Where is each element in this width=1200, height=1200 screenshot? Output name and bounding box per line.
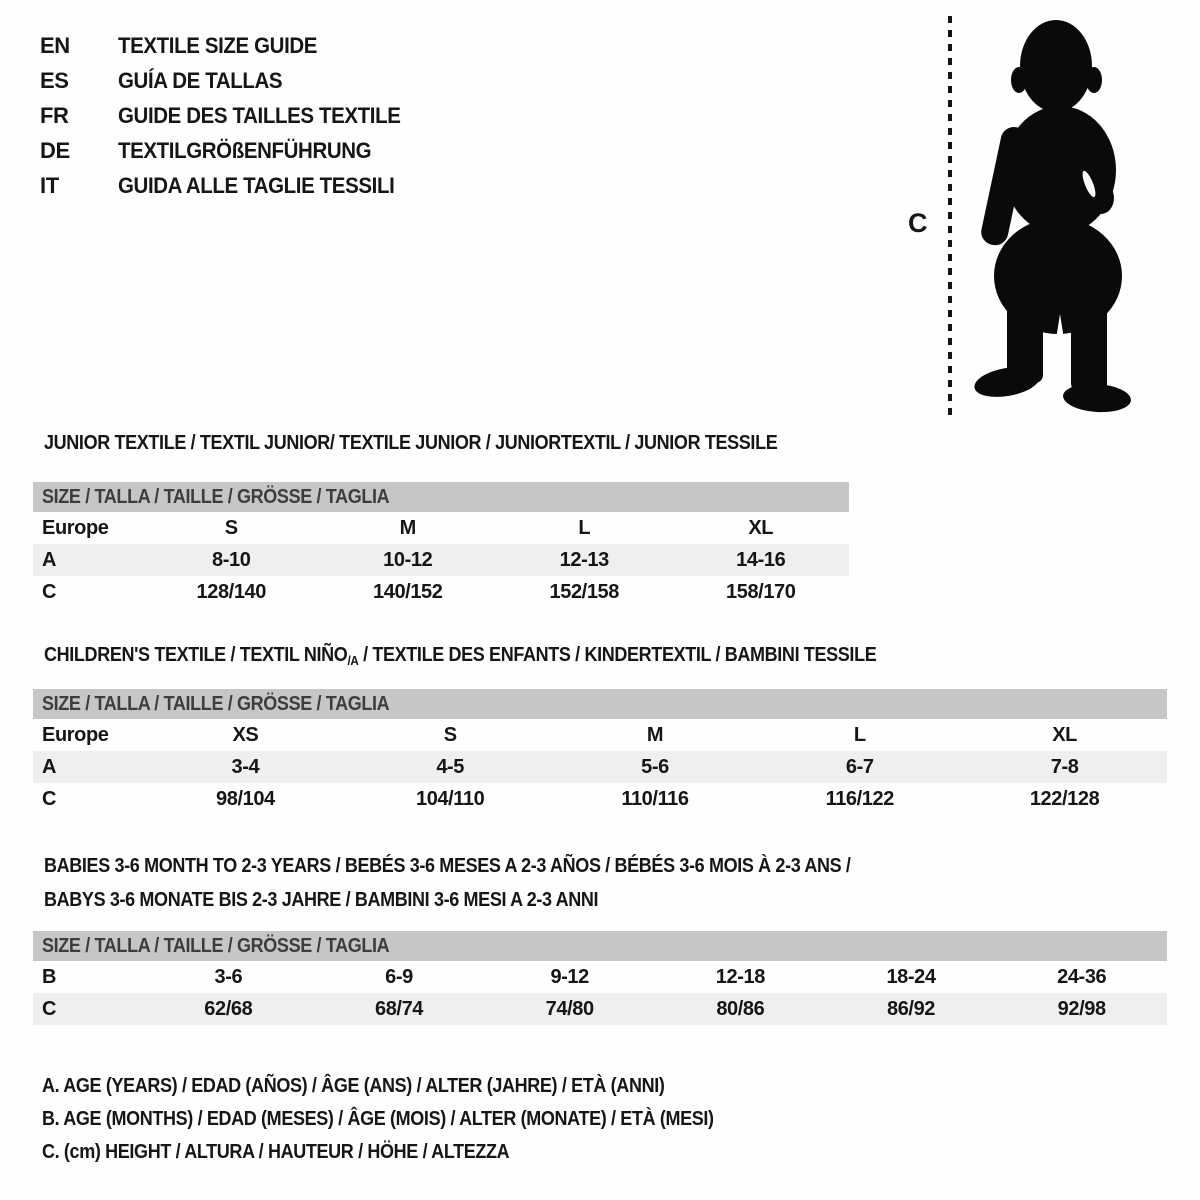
age-value: 6-7 [845, 755, 874, 778]
size-header-label: SIZE / TALLA / TAILLE / GRÖSSE / TAGLIA [42, 485, 390, 508]
babies-title-line1: BABIES 3-6 MONTH TO 2-3 YEARS / BEBÉS 3-6 MESES A 2-3 AÑOS / BÉBÉS 3-6 MOIS À 2-3 ANS / [44, 855, 851, 877]
height-value: 116/122 [825, 787, 894, 810]
size-header-label: SIZE / TALLA / TAILLE / GRÖSSE / TAGLIA [42, 692, 390, 715]
babies-title-line2: BABYS 3-6 MONATE BIS 2-3 JAHRE / BAMBINI 3-6 MESI A 2-3 ANNI [44, 889, 599, 911]
height-value: 128/140 [196, 580, 266, 603]
size-value: S [443, 723, 457, 746]
age-months-value: 18-24 [886, 965, 936, 988]
children-section-title: CHILDREN'S TEXTILE / TEXTIL $NIÑO_{/A}$ / TEXTILE DES ENFANTS / KINDERTEXTIL / BAMBINI TESSILE [44, 644, 877, 668]
height-value: 110/116 [621, 787, 689, 810]
height-measure-dashed-line [948, 16, 952, 418]
language-row-en [40, 28, 422, 63]
babies-size-table [33, 931, 1167, 1025]
size-value: XL [748, 516, 774, 539]
babies-table-header [33, 931, 1167, 961]
age-value: 8-10 [212, 548, 251, 571]
size-value: L [578, 516, 591, 539]
height-value: 92/98 [1057, 997, 1106, 1020]
children-size-table [33, 689, 1167, 815]
size-value: S [224, 516, 238, 539]
size-value: M [646, 723, 664, 746]
table-row-age-years [33, 751, 1167, 783]
language-code: ES [40, 67, 69, 93]
guide-title-fr: GUIDE DES TAILLES TEXTILE [118, 102, 401, 128]
height-measure-label: C [908, 208, 928, 238]
junior-table-header [33, 482, 849, 512]
size-value: XS [232, 723, 259, 746]
table-row-age-years [33, 544, 849, 576]
language-code: EN [40, 32, 70, 58]
height-value: 122/128 [1029, 787, 1100, 810]
table-row-height-cm [33, 783, 1167, 815]
row-label: C [42, 580, 57, 603]
legend-age-months: B. AGE (MONTHS) / EDAD (MESES) / ÂGE (MOIS) / ALTER (MONATE) / ETÀ (MESI) [42, 1108, 714, 1130]
size-value: XL [1052, 723, 1077, 746]
junior-section-title: JUNIOR TEXTILE / TEXTIL JUNIOR/ TEXTILE JUNIOR / JUNIORTEXTIL / JUNIOR TESSILE [44, 432, 778, 454]
height-value: 98/104 [216, 787, 275, 810]
row-label: C [42, 787, 57, 810]
guide-title-it: GUIDA ALLE TAGLIE TESSILI [118, 172, 395, 198]
baby-silhouette-icon [963, 18, 1140, 418]
language-code: DE [40, 137, 70, 163]
table-row-europe [33, 512, 849, 544]
table-row-europe [33, 719, 1167, 751]
height-value: 86/92 [886, 997, 936, 1020]
age-value: 12-13 [559, 548, 609, 571]
language-code: IT [40, 172, 59, 198]
size-header-label: SIZE / TALLA / TAILLE / GRÖSSE / TAGLIA [42, 934, 390, 957]
height-value: 152/158 [549, 580, 619, 603]
age-value: 10-12 [383, 548, 433, 571]
nino-a-subscript: /A [347, 653, 359, 668]
height-value: 104/110 [415, 787, 485, 810]
age-months-value: 3-6 [214, 965, 243, 988]
age-months-value: 9-12 [550, 965, 589, 988]
junior-size-table [33, 482, 849, 608]
guide-title-de: TEXTILGRÖßENFÜHRUNG [118, 137, 372, 163]
row-label: Europe [42, 723, 109, 746]
row-label: C [42, 997, 57, 1020]
table-row-age-months [33, 961, 1167, 993]
height-value: 62/68 [204, 997, 253, 1020]
guide-title-en: TEXTILE SIZE GUIDE [118, 32, 318, 58]
age-value: 3-4 [231, 755, 260, 778]
children-table-header [33, 689, 1167, 719]
age-value: 14-16 [736, 548, 786, 571]
age-months-value: 6-9 [385, 965, 413, 988]
height-value: 74/80 [545, 997, 594, 1020]
language-row-fr [40, 98, 422, 133]
height-value: 68/74 [374, 997, 424, 1020]
age-months-value: 12-18 [715, 965, 765, 988]
size-value: L [853, 723, 866, 746]
row-label: B [42, 965, 57, 988]
height-value: 80/86 [716, 997, 765, 1020]
language-title-list [40, 28, 422, 203]
table-row-height-cm [33, 576, 849, 608]
age-value: 4-5 [436, 755, 465, 778]
age-value: 5-6 [641, 755, 669, 778]
legend-height-cm: C. (cm) HEIGHT / ALTURA / HAUTEUR / HÖHE / ALTEZZA [42, 1141, 510, 1163]
row-label: A [42, 548, 57, 571]
row-label: Europe [42, 516, 109, 539]
size-value: M [399, 516, 416, 539]
age-months-value: 24-36 [1057, 965, 1107, 988]
row-label: A [42, 755, 57, 778]
language-row-it [40, 168, 422, 203]
table-row-height-cm [33, 993, 1167, 1025]
guide-title-es: GUÍA DE TALLAS [118, 67, 283, 93]
height-value: 140/152 [373, 580, 443, 603]
language-row-de [40, 133, 422, 168]
legend [42, 1070, 788, 1169]
babies-section-title [44, 849, 940, 917]
language-row-es [40, 63, 422, 98]
legend-age-years: A. AGE (YEARS) / EDAD (AÑOS) / ÂGE (ANS) / ALTER (JAHRE) / ETÀ (ANNI) [42, 1075, 665, 1097]
age-value: 7-8 [1050, 755, 1079, 778]
language-code: FR [40, 102, 69, 128]
height-value: 158/170 [726, 580, 796, 603]
